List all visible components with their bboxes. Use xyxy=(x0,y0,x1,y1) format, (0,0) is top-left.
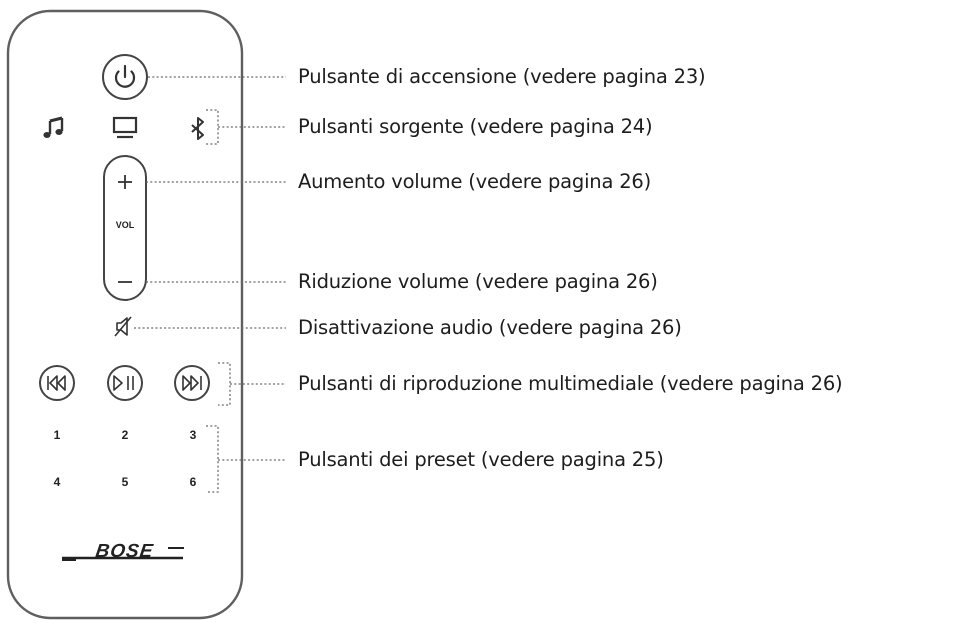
power-button[interactable] xyxy=(103,55,147,99)
callout-presets: Pulsanti dei preset (vedere pagina 25) xyxy=(298,448,664,471)
preset-button-6[interactable]: 6 xyxy=(189,475,197,489)
previous-track-button[interactable] xyxy=(40,366,74,400)
volume-label: VOL xyxy=(115,220,135,230)
preset-button-4[interactable]: 4 xyxy=(53,475,61,489)
preset-button-3[interactable]: 3 xyxy=(189,428,197,442)
preset-button-5[interactable]: 5 xyxy=(121,475,129,489)
callout-source: Pulsanti sorgente (vedere pagina 24) xyxy=(298,115,653,138)
next-track-button[interactable] xyxy=(175,366,209,400)
callout-volume-up: Aumento volume (vedere pagina 26) xyxy=(298,170,652,193)
svg-text:BOSE: BOSE xyxy=(94,541,155,562)
preset-button-2[interactable]: 2 xyxy=(121,428,129,442)
callout-volume-down: Riduzione volume (vedere pagina 26) xyxy=(298,270,658,293)
callout-transport: Pulsanti di riproduzione multimediale (vedere pagina 26) xyxy=(298,372,843,395)
preset-button-1[interactable]: 1 xyxy=(53,428,61,442)
play-pause-button[interactable] xyxy=(108,366,142,400)
callout-mute: Disattivazione audio (vedere pagina 26) xyxy=(298,316,682,339)
remote-body xyxy=(8,11,242,618)
callout-power: Pulsante di accensione (vedere pagina 23) xyxy=(298,65,706,88)
